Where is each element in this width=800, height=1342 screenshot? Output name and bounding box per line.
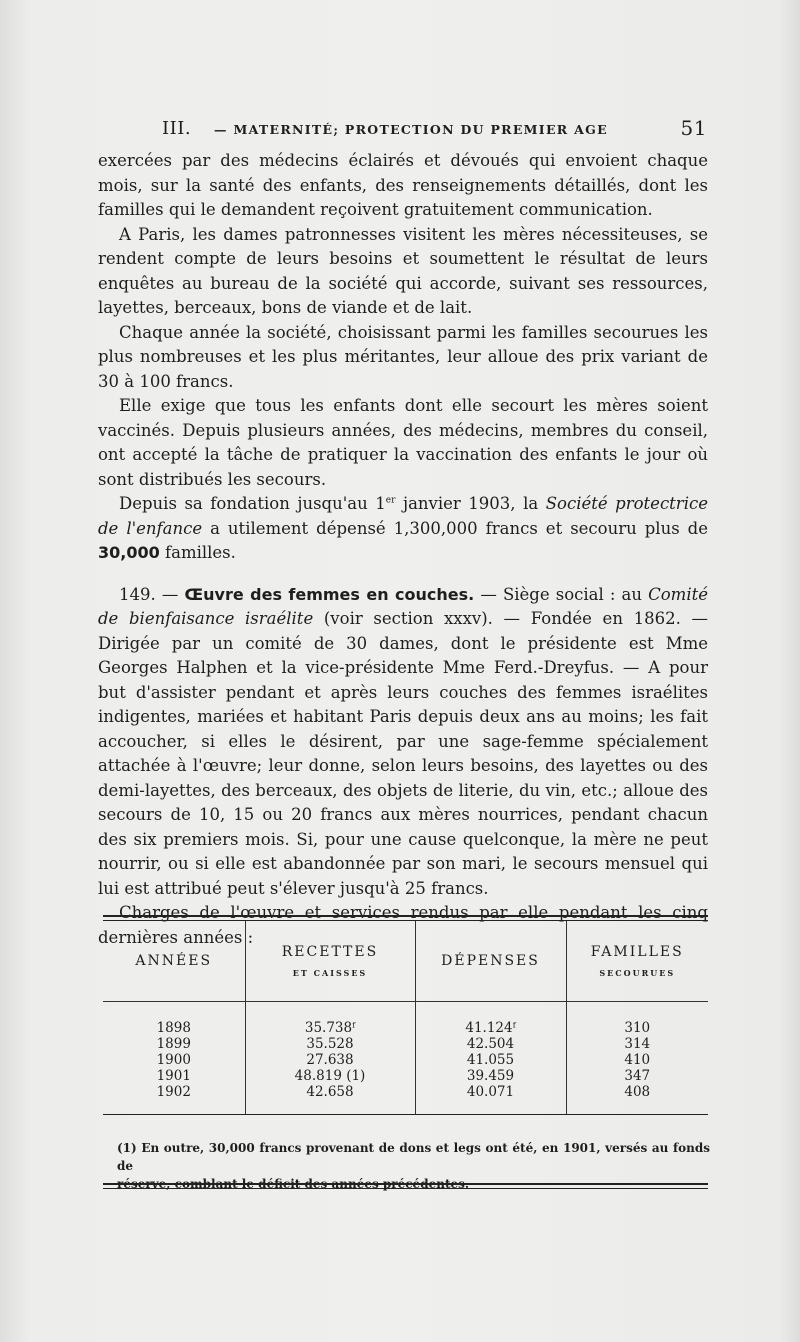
section-number: 149. — xyxy=(119,584,185,604)
committee-name: Comité de bienfaisance israélite xyxy=(98,584,709,628)
section-text-b: (voir section xxxv). — Fondée en 1862. — Dirigée par un comité de 30 dames, dont le présidente est Mme Georges Halphen et la vice-présidente Mme Ferd.-Dreyfus. — A pour but d'assister pendant et après leurs couches des femmes israélites indigentes, mariées et habitant Paris depuis deux ans au moins; les fait accoucher, si elles le désirent, par une sage-femme spécialement attachée à l'œuvre; leur donne, selon leurs besoins, des layettes ou des demi-layettes, des berceaux, des objets de literie, du vin, etc.; alloue des secours de 10, 15 ou 20 francs aux mères nourrices, pendant chacun des six premiers mois. Si, pour une cause quelconque, la mère ne peut nourrir, ou si elle est abandonnée par son mari, le secours mensuel qui lui est attribué peut s'élever jusqu'à 25 francs. xyxy=(98,609,708,898)
section-heading: Œuvre des femmes en couches. xyxy=(184,584,475,604)
chapter-title: — MATERNITÉ; PROTECTION DU PREMIER AGE xyxy=(214,122,608,137)
paragraph-4: Elle exige que tous les enfants dont elle secourt les mères soient vaccinés. Depuis plusieurs années, des médecins, membres du conseil, ont accepté la tâche de pratiquer la vaccination des enfants le jour où sont distribués les secours. xyxy=(98,396,708,489)
families-count: 30,000 xyxy=(98,543,160,562)
footnote-line-2: réserve, comblant le déficit des années précédentes. xyxy=(117,1177,470,1191)
header-recettes: RECETTES ET CAISSES xyxy=(245,921,415,1002)
body-text xyxy=(98,149,708,950)
table-row: 1901 48.819 (1) 39.459 347 xyxy=(103,1068,708,1084)
charges-paragraph: Charges de l'œuvre et services rendus par elle pendant les cinq dernières années : xyxy=(98,903,708,947)
p5-text-a: Depuis sa fondation jusqu'au 1 xyxy=(119,494,386,513)
header-annees: ANNÉES xyxy=(103,921,245,1002)
header-depenses: DÉPENSES xyxy=(415,921,566,1002)
page-bottom-rule xyxy=(103,1183,708,1189)
table-row: 1898 35.738ᶠ 41.124ᶠ 310 xyxy=(103,1002,708,1037)
chapter-number: III. xyxy=(162,118,192,139)
section-149 xyxy=(98,583,708,902)
table-row: 1899 35.528 42.504 314 xyxy=(103,1036,708,1052)
paragraph-1: exercées par des médecins éclairés et dévoués qui envoient chaque mois, sur la santé des enfants, des renseignements détaillés, dont les familles qui le demandent reçoivent gratuitement communication. xyxy=(98,151,708,219)
section-text-a: — Siège social : au xyxy=(474,584,649,604)
p5-text-d: familles. xyxy=(159,543,236,562)
p5-superscript: er xyxy=(385,495,396,506)
society-name: Société protectrice de l'enfance xyxy=(98,494,708,538)
header-recettes-sub: ET CAISSES xyxy=(292,968,368,978)
paragraph-3: Chaque année la société, choisissant parmi les familles secourues les plus nombreuses et les plus méritantes, leur alloue des prix variant de 30 à 100 francs. xyxy=(98,322,708,391)
table-row: 1902 42.658 40.071 408 xyxy=(103,1084,708,1114)
running-header xyxy=(162,116,707,144)
p5-text-c: a utilement dépensé 1,300,000 francs et secouru plus de xyxy=(202,518,708,538)
p5-text-b: janvier 1903, la xyxy=(395,494,546,513)
statistics-table xyxy=(103,915,708,1115)
paragraph-2: A Paris, les dames patronnesses visitent les mères nécessiteuses, se rendent compte de leurs besoins et soumettent le résultat de leurs enquêtes au bureau de la société qui accorde, suivant ses ressources, layettes, berceaux, bons de viande et de lait. xyxy=(98,224,708,317)
paragraph-5 xyxy=(98,492,708,566)
table-bottom-rule xyxy=(103,1114,708,1115)
header-familles: FAMILLES SECOURUES xyxy=(566,921,708,1002)
page-number: 51 xyxy=(680,116,707,140)
header-familles-sub: SECOURUES xyxy=(599,968,676,978)
footnote-line-1: (1) En outre, 30,000 francs provenant de dons et legs ont été, en 1901, versés au fonds de xyxy=(117,1141,710,1173)
table-row: 1900 27.638 41.055 410 xyxy=(103,1052,708,1068)
